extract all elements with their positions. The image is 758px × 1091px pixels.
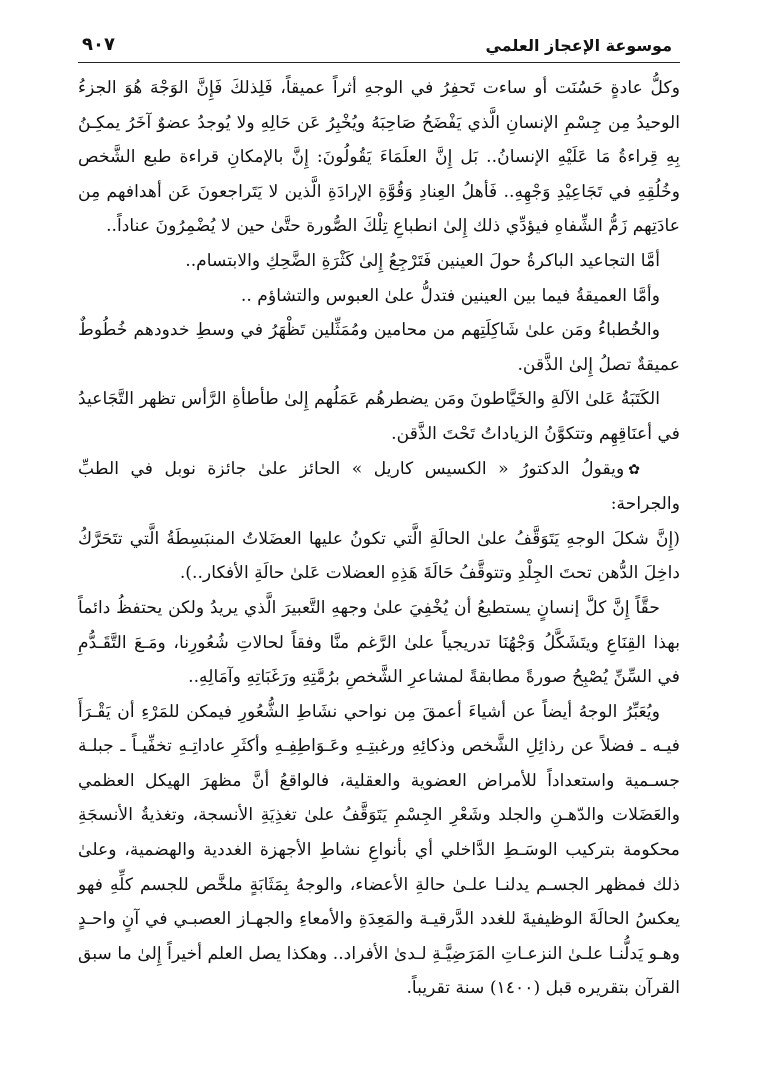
article-body: [78, 71, 680, 1006]
page-header: [78, 30, 680, 63]
flower-icon: ✿: [628, 461, 640, 478]
page-number: ٩٠٧: [82, 34, 115, 55]
paragraph: ويُعَبِّرُ الوجهُ أيضاً عن أشياءَ أعمقَ مِن نواحي نشَاطِ الشُّعُورِ فيمكن للمَرْءِ أن يَقْـرَأَ فيـه ـ فضلاً عن رذائِلِ الشَّخص وذكائِهِ ورغبتِـهِ وعَـوَاطِفِـهِ وأكثَرِ عاداتِـهِ تخفِّيـاً ـ جبلـة جسـمية واستعداداً للأمراض العضوية والعقلية، فالواقعُ أنَّ مظهرَ الهيكل العظمي والعَضَلات والدّهـنِ والجلد وشَعْرِ الجِسْمِ يَتَوَقَّفُ علىٰ تغذِيَةِ الأنسجة، وتغذيةُ الأنسجَةِ محكومة بتركيب الوسَـطِ الدَّاخلي أي بأنواعِ نشاطِ الأجهزة الغددية والهضمية، وعلىٰ ذلك فمظهر الجسـم يدلنـا علـىٰ حالةِ الأعضاء، والوجهُ بِمَثَابَةٍ ملخَّص للجسم كلِّهِ فهو يعكسُ الحالَةَ الوظيفيةَ للغدد الدَّرقيـة والمَعِدَةِ والأمعاءِ والجهـاز العصبـي في آنٍ واحـدٍ وهـو يَدلُّنـا علـىٰ النزعـاتِ المَرَضِيَّـةِ لـدىٰ الأفراد.. وهكذا يصل العلم أخيراً إِلىٰ ما سبق القرآن بتقريره قبل (١٤٠٠) سنة تقريباً.: [78, 701, 680, 999]
paragraph: وكلُّ عادةٍ حَسُنَت أو ساءت تَحفِرُ في الوجهِ أثراً عميقاً، فَلِذلكَ فَإِنَّ الوَجْهَ هُوَ الجزءُ الوحيدُ مِن جِسْمِ الإنسانِ الَّذي يَفْضَحُ صَاحِبَهُ ويُخْبِرُ عَن حَالِهِ ولا يُوجدُ عضوٌ آخَرُ يمكِـنُ بِهِ قِراءةُ مَا عَلَيْهِ الإنسانُ.. بَل إِنَّ العلَمَاءَ يَقُولُونَ: إِنَّ بالإمكانِ قراءة طبع الشَّخص وخُلُقِهِ في تَجَاعِيْدِ وَجْهِهِ.. فَأهلُ العِنادِ وَقُوَّةِ الإرادَةِ الَّذين لا يَتَراجعونَ عَن أهدافهم مِن عادَتِهم زَمُّ الشِّفاهِ فيؤدِّي ذلك إِلىٰ انطباعِ تِلْكَ الصُّورة حتَّىٰ حين لا يُضْمِرُونَ عناداً..: [78, 78, 680, 237]
quote-intro-paragraph: [78, 452, 680, 522]
quote-intro-text: ويقولُ الدكتورُ « الكسيس كاريل » الحائز علىٰ جائزة نوبل في الطبِّ والجراحة:: [78, 458, 680, 515]
book-page: [78, 30, 680, 1060]
paragraph: حقَّاً إِنَّ كلَّ إنسانٍ يستطيعُ أن يُخْفِيَ علىٰ وجههِ التَّعبيرَ الَّذي يريدُ ولكن يحتفظُ دائماً بهذا القِنَاعِ ويتَشَكَّلُ وَجْهُنَا تدريجياً علىٰ الرَّغم منَّا وفقاً لحالاتِ شُعُورِنا، ومَـعَ التَّقَـدُّمِ في السِّنِّ يُصْبِحُ صورةً مطابقةً لمشاعرِ الشَّخصِ برُمَّتِهِ ورَغَبَاتِهِ وآمَالِهِ..: [78, 597, 680, 688]
quote-paragraph: (إِنَّ شكلَ الوجهِ يَتَوَقَّفُ علىٰ الحالَةِ الَّتي تكونُ عليها العضَلاتُ المنبَسِطَةُ الَّتي تتَحَرَّكُ داخِلَ الدُّهن تحتَ الجِلْدِ وتتوقَّفُ حَالَةَ هَذِهِ العضلات عَلىٰ حالَةِ الأفكار..).: [78, 528, 680, 584]
paragraph: أمَّا التجاعيد الباكرةُ حولَ العينين فَتَرْجِعُ إِلىٰ كَثْرَةِ الضَّحِكِ والابتسام..: [185, 250, 660, 271]
running-title: موسوعة الإعجاز العلمي: [485, 36, 672, 55]
paragraph: الكَتَبَةُ عَلىٰ الآلةِ والخَيَّاطونَ ومَن يضطرهُم عَمَلُهم إِلىٰ طأطأةِ الرَّأس تظهر التَّجَاعيدُ في أعنَاقِهِم وتتكوَّنُ الزياداتُ تَحْتَ الذَّقن.: [78, 389, 680, 444]
paragraph: وأمَّا العميقةُ فيما بين العينين فتدلُّ علىٰ العبوس والتشاؤم ..: [240, 285, 660, 306]
paragraph: والخُطباءُ ومَن علىٰ شَاكِلَتِهم من محامين ومُمَثِّلين تَظْهَرُ في وسطِ خدودهم خُطُوطٌ عميقةٌ تصلُ إِلىٰ الذَّقن.: [78, 320, 680, 375]
